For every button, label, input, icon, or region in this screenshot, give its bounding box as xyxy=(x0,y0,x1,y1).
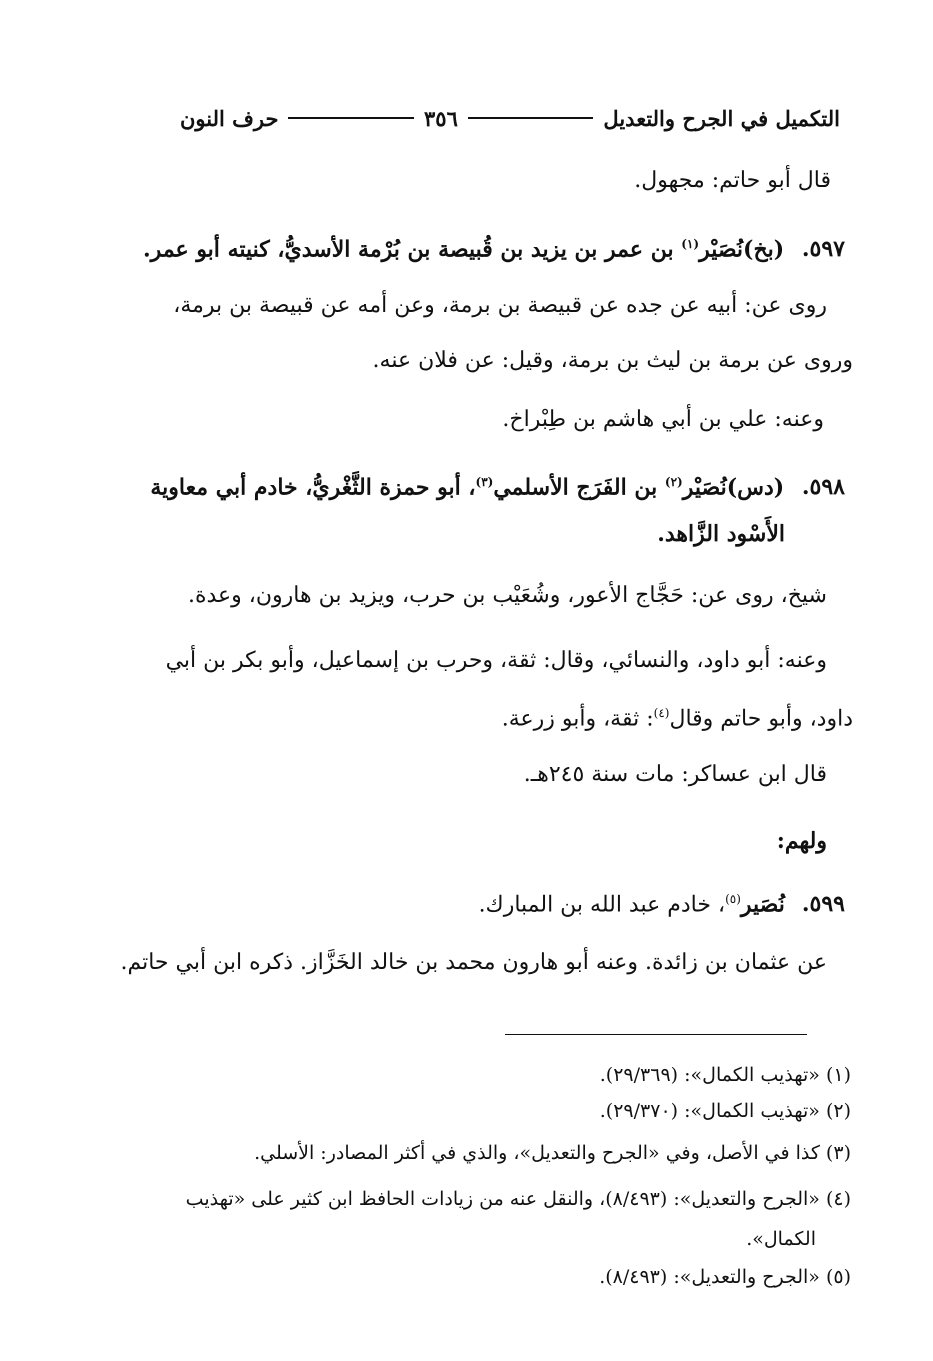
line-text: : ثقة، وأبو زرعة. xyxy=(501,706,654,732)
entry-number: ٥٩٨. xyxy=(801,474,845,501)
footnote: (٢) «تهذيب الكمال»: (٢٩/٣٧٠). xyxy=(599,1100,851,1122)
text-line: وعنه: أبو داود، والنسائي، وقال: ثقة، وحرب بن إسماعيل، وأبو بكر بن أبي xyxy=(165,648,827,673)
text-line: قال أبو حاتم: مجهول. xyxy=(634,168,831,193)
running-header xyxy=(180,98,840,138)
footnote-ref: (١) xyxy=(681,237,700,251)
footnote-continuation: الكمال». xyxy=(746,1228,816,1250)
text-line: روى عن: أبيه عن جده عن قبيصة بن برمة، وعن أمه عن قبيصة بن برمة، xyxy=(173,293,827,318)
entry-599-heading xyxy=(479,884,845,920)
entry-598-heading xyxy=(150,467,845,502)
text-line: شيخ، روى عن: حَجَّاج الأعور، وشُعَيْب بن حرب، ويزيد بن هارون، وعدة. xyxy=(187,583,827,608)
entry-597-heading xyxy=(143,229,845,264)
footnote-divider xyxy=(505,1034,807,1035)
entry-text: بن الفَرَج الأسلمي xyxy=(493,474,658,501)
entry-number: ٥٩٧. xyxy=(801,236,845,263)
section-title: حرف النون xyxy=(179,105,279,131)
entry-text: ، أبو حمزة الثَّغْريُّ، خادم أبي معاوية xyxy=(150,474,476,501)
narrator-name: نُصَير xyxy=(740,891,785,918)
line-text: داود، وأبو حاتم وقال xyxy=(669,706,853,732)
text-line: وروى عن برمة بن ليث بن برمة، وقيل: عن فلان عنه. xyxy=(372,348,853,373)
narrator-name: نُصَيْر xyxy=(682,474,727,501)
subheading: ولهم: xyxy=(776,828,827,854)
footnote: (١) «تهذيب الكمال»: (٢٩/٣٦٩). xyxy=(599,1064,851,1086)
footnote-ref: (٣) xyxy=(475,475,494,489)
footnote-ref: (٤) xyxy=(653,706,670,720)
footnote: (٣) كذا في الأصل، وفي «الجرح والتعديل»، والذي في أكثر المصادر: الأسلي. xyxy=(254,1142,851,1164)
footnote: (٥) «الجرح والتعديل»: (٨/٤٩٣). xyxy=(599,1266,851,1288)
entry-text: ، خادم عبد الله بن المبارك. xyxy=(478,892,726,918)
header-dash-left xyxy=(288,117,414,119)
source-code: (دس) xyxy=(726,474,785,501)
text-line: الأَسْود الزَّاهد. xyxy=(657,521,785,547)
text-line xyxy=(502,698,853,734)
footnote-ref: (٥) xyxy=(725,892,741,906)
header-dash-right xyxy=(468,117,594,119)
narrator-name: نُصَيْر xyxy=(699,236,744,263)
text-line: وعنه: علي بن أبي هاشم بن طِبْراخ. xyxy=(502,407,824,432)
source-code: (بخ) xyxy=(743,236,785,263)
text-line: قال ابن عساكر: مات سنة ٢٤٥هـ. xyxy=(523,762,827,787)
footnote-ref: (٢) xyxy=(664,475,683,489)
footnote: (٤) «الجرح والتعديل»: (٨/٤٩٣)، والنقل عنه من زيادات الحافظ ابن كثير على «تهذيب xyxy=(185,1188,851,1210)
text-line: عن عثمان بن زائدة. وعنه أبو هارون محمد بن خالد الخَزَّاز. ذكره ابن أبي حاتم. xyxy=(120,950,827,975)
entry-text: بن عمر بن يزيد بن قُبيصة بن بُرْمة الأسديُّ، كنيته أبو عمر. xyxy=(143,236,674,263)
book-title: التكميل في الجرح والتعديل xyxy=(603,105,840,131)
entry-number: ٥٩٩. xyxy=(801,891,845,918)
page-number: ٣٥٦ xyxy=(424,105,458,131)
